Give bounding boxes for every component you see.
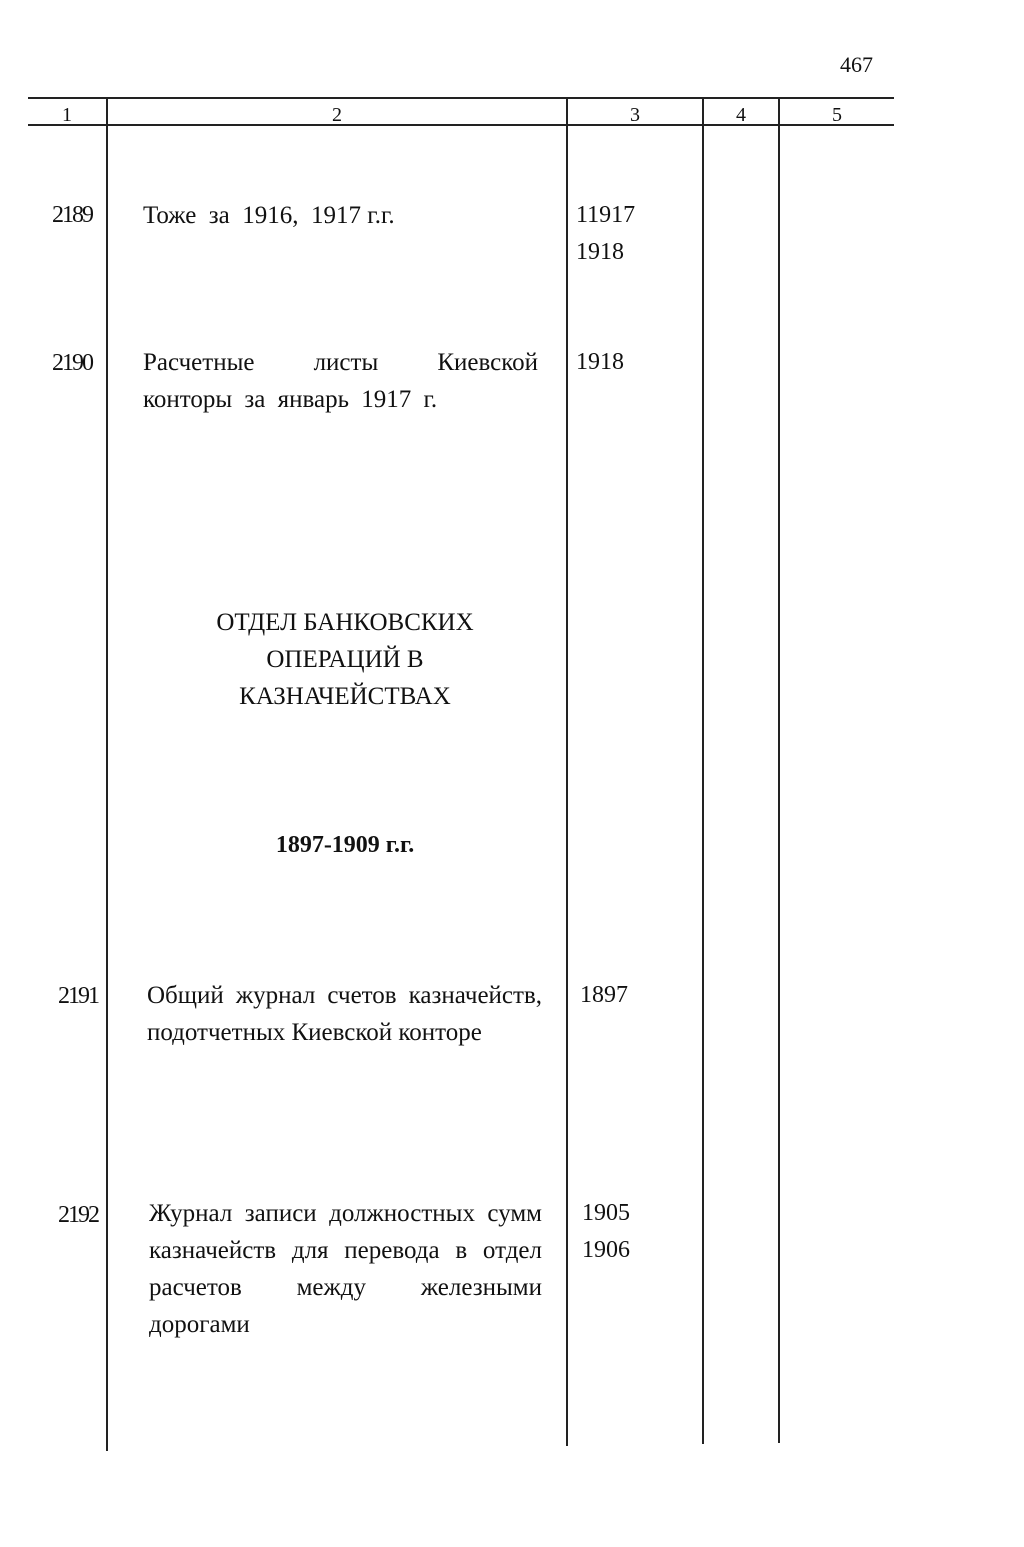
row-year: 1905	[582, 1200, 630, 1226]
section-title-line: ОПЕРАЦИЙ В	[266, 646, 424, 673]
row-number: 2191	[58, 983, 98, 1009]
column-header-3: 3	[630, 104, 640, 126]
column-header-1: 1	[62, 104, 72, 126]
column-divider-2	[566, 97, 568, 1446]
column-divider-3	[702, 97, 704, 1444]
row-number: 2192	[58, 1202, 98, 1228]
section-years: 1897-1909 г.г.	[275, 832, 415, 858]
column-divider-1	[106, 97, 108, 1451]
column-divider-4	[778, 97, 780, 1443]
row-description: Журнал записи должностных сумм казначейств для перевода в отдел расчетов между железными дорогами	[149, 1200, 542, 1338]
row-number: 2190	[52, 350, 92, 376]
page-number: 467	[840, 52, 873, 77]
column-header-5: 5	[832, 104, 842, 126]
header-top-rule	[28, 97, 894, 99]
column-header-4: 4	[736, 104, 746, 126]
row-year: 1897	[580, 982, 628, 1008]
row-number: 2189	[52, 202, 92, 228]
column-header-2: 2	[332, 104, 342, 126]
row-year: 1918	[576, 239, 624, 265]
section-title-line: КАЗНАЧЕЙСТВАХ	[239, 683, 451, 710]
row-year: 1906	[582, 1237, 630, 1263]
section-title-line: ОТДЕЛ БАНКОВСКИХ	[216, 609, 474, 636]
row-description: Расчетные листы Киевской конторы за январь 1917 г.	[143, 349, 538, 413]
row-description: Тоже за 1916, 1917 г.г.	[143, 202, 395, 229]
row-description: Общий журнал счетов казначейств, подотчетных Киевской конторе	[147, 982, 542, 1046]
row-year: 1918	[576, 349, 624, 375]
row-year: 11917	[576, 202, 636, 228]
